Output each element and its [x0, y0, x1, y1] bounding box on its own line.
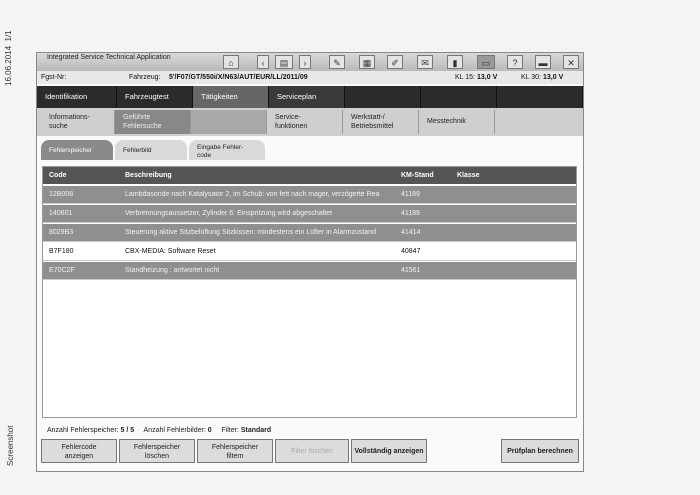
subtab-programmierung[interactable]: Programmierung / Codierung	[191, 110, 267, 134]
ista-window	[36, 52, 584, 472]
tab-fehlerspeicher[interactable]: Fehlerspeicher	[41, 140, 113, 160]
filter-loeschen-button[interactable]: Filter löschen	[275, 439, 349, 463]
cell-code: E70C2F	[49, 267, 75, 274]
mail-icon[interactable]: ✉	[417, 55, 433, 69]
tab-fahrzeugtest[interactable]: Fahrzeugtest	[117, 86, 193, 108]
title-bar	[37, 53, 583, 71]
col-km-stand[interactable]: KM-Stand	[401, 172, 434, 179]
kl30-value: 13,0 V	[543, 74, 564, 81]
vehicle-info-bar	[37, 71, 583, 84]
cell-desc: Lambdasonde nach Katalysator 2, im Schub: von fett nach mager, verzögerte Rea	[125, 191, 380, 198]
cell-code: 8029B3	[49, 229, 74, 236]
tab-identifikation[interactable]: Identifikation	[37, 86, 117, 108]
table-row[interactable]	[43, 186, 576, 204]
tab-serviceplan[interactable]: Serviceplan	[269, 86, 345, 108]
col-klasse[interactable]: Klasse	[457, 172, 480, 179]
tab-empty-1	[345, 86, 421, 108]
cell-km: 41189	[401, 210, 420, 217]
kl15-value: 13,0 V	[477, 74, 498, 81]
cell-code: 140601	[49, 210, 73, 217]
fehlerspeicher-loeschen-button[interactable]: Fehlerspeicher löschen	[119, 439, 195, 463]
kl30-label: KL 30:	[521, 74, 541, 81]
sub-tabs	[37, 108, 583, 136]
calculator-icon[interactable]: ▦	[359, 55, 375, 69]
tab-fehlerbild[interactable]: Fehlerbild	[115, 140, 187, 160]
tab-eingabe-fehlercode[interactable]: Eingabe Fehler- code	[189, 140, 265, 160]
cell-code: 12B008	[49, 191, 74, 198]
back-icon[interactable]: ‹	[257, 55, 269, 69]
scan-screenshot-label: Screenshot	[6, 425, 15, 466]
tab-empty-2	[421, 86, 497, 108]
minimize-icon[interactable]: ▬	[535, 55, 551, 69]
vollstaendig-anzeigen-button[interactable]: Vollständig anzeigen	[351, 439, 427, 463]
table-row[interactable]	[43, 205, 576, 223]
cell-desc: CBX-MEDIA: Software Reset	[125, 248, 216, 255]
cell-km: 41561	[401, 267, 421, 274]
home-icon[interactable]: ⌂	[223, 55, 239, 69]
fb-count-value: 0	[207, 427, 212, 434]
cell-code: B7F180	[49, 248, 74, 255]
cell-desc: Steuerung aktive Sitzbelüftung Sitzkissen: mindestens ein Lüfter in Alarmzustand	[125, 229, 376, 236]
status-bar	[47, 427, 271, 434]
document-icon[interactable]: ▤	[275, 55, 293, 69]
edit-icon[interactable]: ✐	[387, 55, 403, 69]
fb-count-label: Anzahl Fehlerbilder:	[143, 427, 206, 434]
col-beschreibung[interactable]: Beschreibung	[125, 172, 172, 179]
table-row[interactable]	[43, 224, 576, 242]
kl15-label: KL 15:	[455, 74, 475, 81]
cell-km: 40847	[401, 248, 421, 255]
forward-icon[interactable]: ›	[299, 55, 311, 69]
help-icon[interactable]: ?	[507, 55, 523, 69]
fgst-label: Fgst-Nr:	[41, 74, 67, 81]
subtab-messtechnik[interactable]: Messtechnik	[419, 110, 495, 134]
wrench-icon[interactable]: ✎	[329, 55, 345, 69]
tab-taetigkeiten[interactable]: Tätigkeiten	[193, 86, 269, 108]
cell-km: 41189	[401, 191, 420, 198]
fahrzeug-label: Fahrzeug:	[129, 74, 161, 81]
fs-count-value: 5 / 5	[120, 427, 135, 434]
fault-table	[42, 166, 577, 418]
tab-empty-3	[497, 86, 583, 108]
subtab-servicefunktionen[interactable]: Service- funktionen	[267, 110, 343, 134]
fehlercode-anzeigen-button[interactable]: Fehlercode anzeigen	[41, 439, 117, 463]
fahrzeug-value: 5'/F07/GT/550i/X/N63/AUT/EUR/LL/2011/09	[169, 74, 308, 81]
battery-icon[interactable]: ▮	[447, 55, 463, 69]
filter-label: Filter:	[221, 427, 239, 434]
scan-date-mark: 16.06.2014 1/1	[4, 30, 13, 86]
table-header	[43, 167, 576, 184]
subtab-informationssuche[interactable]: Informations- suche	[41, 110, 115, 134]
window-title: Integrated Service Technical Application	[47, 54, 171, 61]
cell-desc: Standheizung : antwortet nicht	[125, 267, 220, 274]
subtab-werkstatt-betriebsmittel[interactable]: Werkstatt-/ Betriebsmittel	[343, 110, 419, 134]
fs-count-label: Anzahl Fehlerspeicher:	[47, 427, 119, 434]
print-icon[interactable]: ▭	[477, 55, 495, 69]
table-row[interactable]	[43, 243, 576, 261]
subtab-gefuehrte-fehlersuche[interactable]: Geführte Fehlersuche	[115, 110, 191, 134]
table-row[interactable]	[43, 262, 576, 280]
main-tabs	[37, 86, 583, 108]
cell-desc: Verbrennungsaussetzer, Zylinder 6: Einspritzung wird abgeschaltet	[125, 210, 333, 217]
close-icon[interactable]: ✕	[563, 55, 579, 69]
fault-tabs	[37, 138, 583, 162]
filter-value: Standard	[240, 427, 272, 434]
cell-km: 41414	[401, 229, 421, 236]
pruefplan-berechnen-button[interactable]: Prüfplan berechnen	[501, 439, 579, 463]
fehlerspeicher-filtern-button[interactable]: Fehlerspeicher filtern	[197, 439, 273, 463]
col-code[interactable]: Code	[49, 172, 67, 179]
